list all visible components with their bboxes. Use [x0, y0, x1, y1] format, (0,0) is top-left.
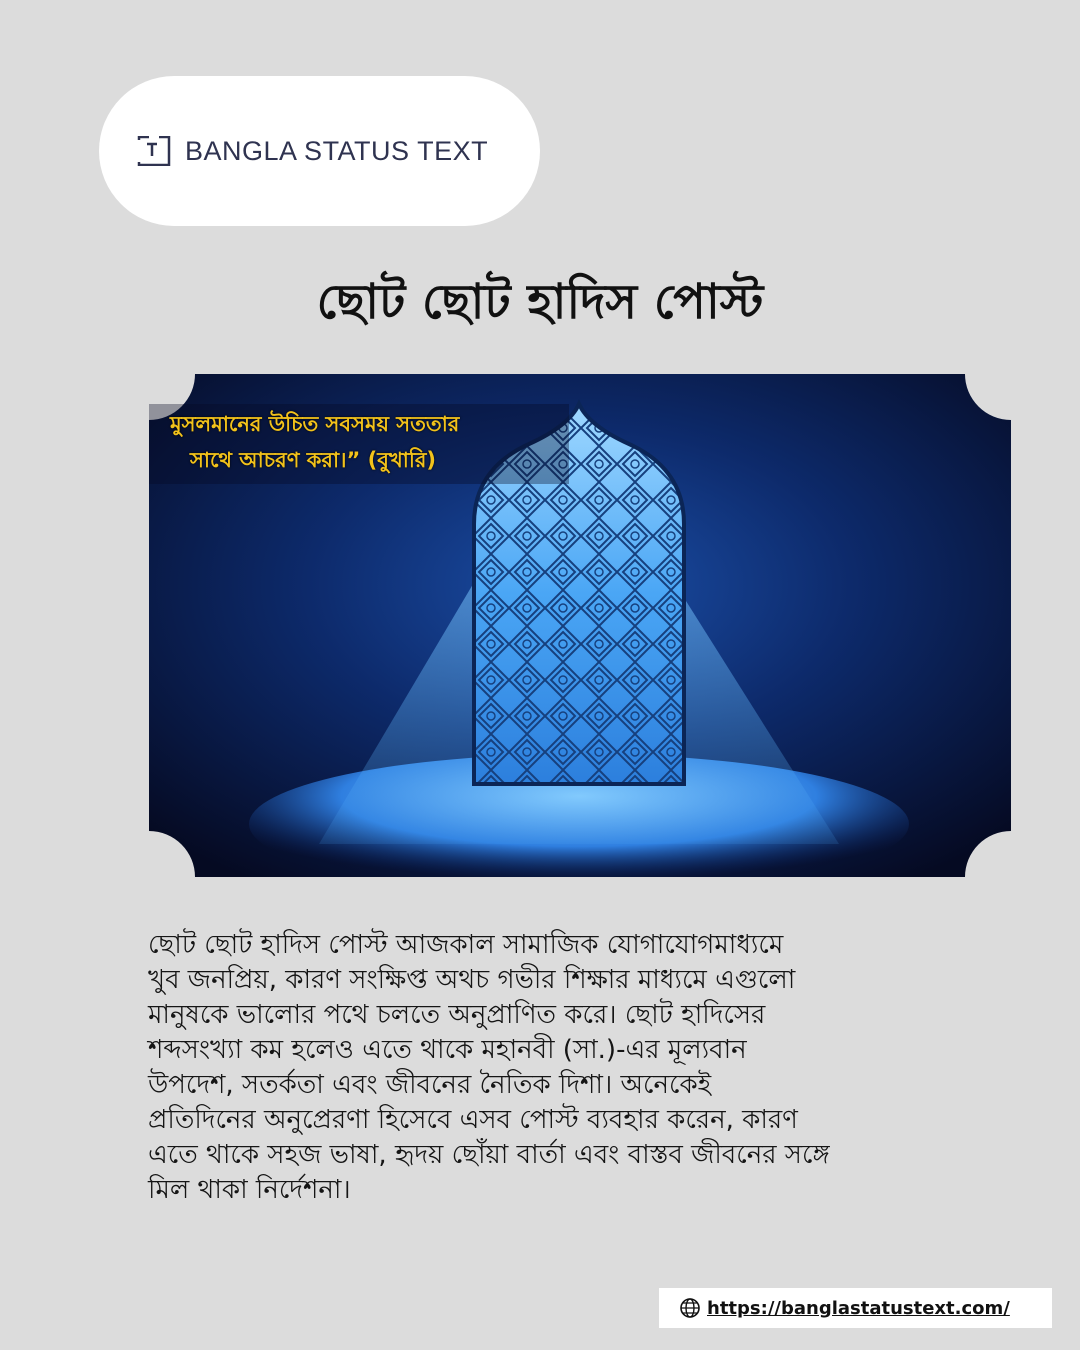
- paragraph-line: ছোট ছোট হাদিস পোস্ট আজকাল সামাজিক যোগাযোগমাধ্যমে: [148, 930, 784, 960]
- brand-logo[interactable]: [99, 76, 540, 226]
- paragraph-line: প্রতিদিনের অনুপ্রেরণা হিসেবে এসব পোস্ট ব্যবহার করেন, কারণ: [148, 1105, 798, 1135]
- paragraph-line: উপদেশ, সতর্কতা এবং জীবনের নৈতিক দিশা। অনেকেই: [148, 1070, 712, 1100]
- globe-icon: [679, 1297, 701, 1319]
- page-title: ছোট ছোট হাদিস পোস্ট: [316, 274, 764, 330]
- website-link[interactable]: [659, 1288, 1052, 1328]
- paragraph-line: খুব জনপ্রিয়, কারণ সংক্ষিপ্ত অথচ গভীর শিক্ষার মাধ্যমে এগুলো: [148, 965, 796, 995]
- quote-line-2: সাথে আচরণ করা।” (বুখারি): [190, 448, 436, 472]
- paragraph-line: মানুষকে ভালোর পথে চলতে অনুপ্রাণিত করে। ছোট হাদিসের: [148, 1000, 766, 1030]
- paragraph-line: শব্দসংখ্যা কম হলেও এতে থাকে মহানবী (সা.)-এর মূল্যবান: [148, 1035, 747, 1065]
- brand-name: BANGLA STATUS TEXT: [185, 135, 489, 166]
- hadith-quote: [170, 406, 600, 478]
- paragraph-line: মিল থাকা নির্দেশনা।: [148, 1175, 351, 1205]
- website-url[interactable]: https://banglastatustext.com/: [707, 1297, 1010, 1319]
- article-paragraph: [148, 928, 1028, 1208]
- logo-icon: [137, 136, 171, 166]
- paragraph-line: এতে থাকে সহজ ভাষা, হৃদয় ছোঁয়া বার্তা এবং বাস্তব জীবনের সঙ্গে: [148, 1140, 830, 1170]
- quote-line-1: মুসলমানের উচিত সবসময় সততার: [170, 412, 460, 436]
